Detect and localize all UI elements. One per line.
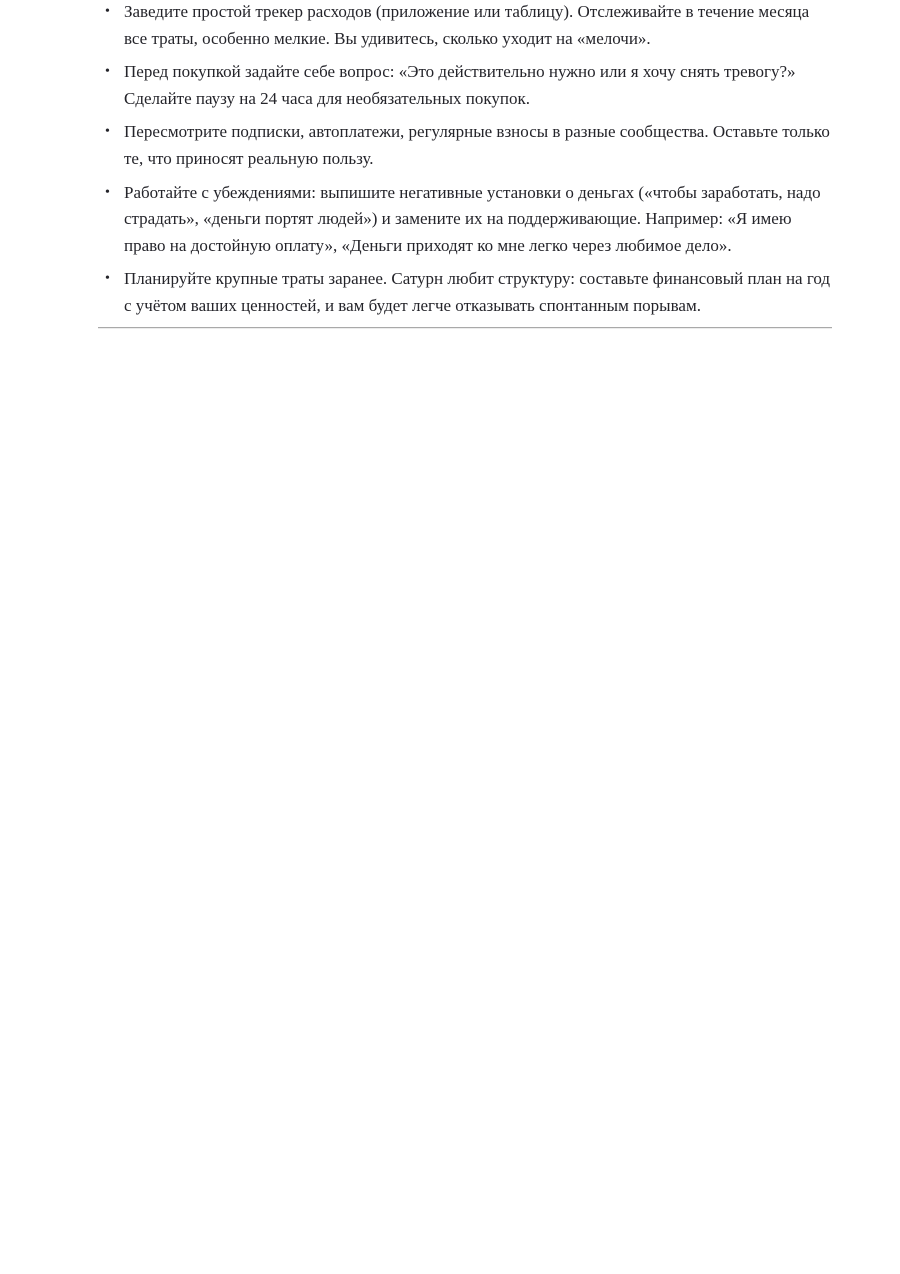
horizontal-divider xyxy=(98,327,832,329)
list-item xyxy=(98,266,832,319)
list-item xyxy=(98,180,832,260)
list-item xyxy=(98,119,832,172)
list-item-text: Пересмотрите подписки, автоплатежи, регулярные взносы в разные сообщества. Оставьте только те, что приносят реальную пользу. xyxy=(124,122,830,168)
bullet-icon: • xyxy=(105,4,110,19)
list-item-text: Работайте с убеждениями: выпишите негативные установки о деньгах («чтобы заработать, надо страдать», «деньги портят людей») и замените их на поддерживающие. Например: «Я имею право на достойную оплату», «Деньги приходят ко мне легко через любимое дело». xyxy=(124,182,821,255)
tips-list xyxy=(98,0,832,320)
list-item xyxy=(98,0,832,52)
bullet-icon: • xyxy=(105,124,110,140)
list-item-text: Заведите простой трекер расходов (приложение или таблицу). Отслеживайте в течение месяца все траты, особенно мелкие. Вы удивитесь, сколько уходит на «мелочи». xyxy=(124,2,810,48)
bullet-icon: • xyxy=(105,184,110,200)
bullet-icon: • xyxy=(105,64,110,80)
list-item-text: Планируйте крупные траты заранее. Сатурн любит структуру: составьте финансовый план на год с учётом ваших ценностей, и вам будет легче отказывать спонтанным порывам. xyxy=(124,269,831,315)
list-item-text: Перед покупкой задайте себе вопрос: «Это действительно нужно или я хочу снять тревогу?» Сделайте паузу на 24 часа для необязательных покупок. xyxy=(124,62,796,108)
article-content xyxy=(98,0,832,329)
bullet-icon: • xyxy=(105,271,110,287)
list-item xyxy=(98,59,832,112)
